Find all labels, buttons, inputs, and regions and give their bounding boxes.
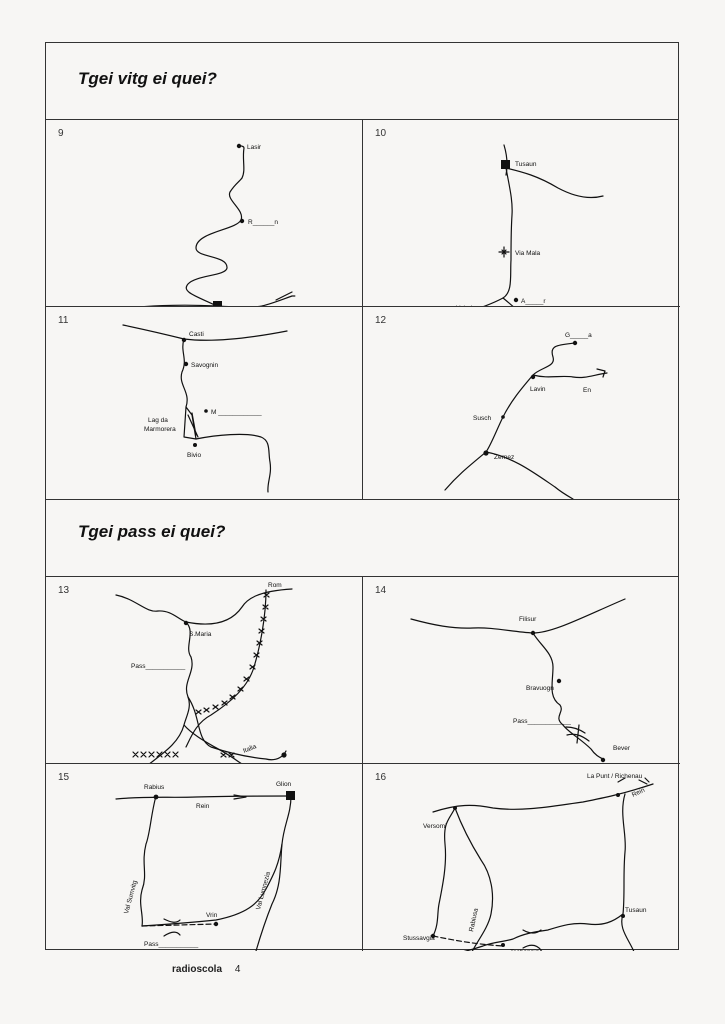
- map-number: 12: [375, 315, 387, 326]
- place-label: Versomi: [423, 823, 447, 830]
- place-label: Vrin: [206, 912, 218, 919]
- place-label: Susch: [473, 415, 492, 422]
- place-label: Zernez: [494, 454, 515, 461]
- river-map-12: [363, 307, 680, 500]
- map-number: 14: [375, 585, 387, 596]
- place-label: Pass___________: [131, 663, 186, 670]
- footer-brand: radioscola: [172, 964, 223, 975]
- place-label: Lavin: [530, 386, 546, 393]
- place-label: Via Mala: [515, 250, 541, 257]
- place-label: Pass___________: [144, 941, 199, 948]
- place-label: Italia: [242, 743, 258, 755]
- place-label: Bravuogn: [526, 685, 554, 692]
- map-panel-16: [362, 764, 680, 973]
- river-map-9: Lasir R______n Glion Rein: [46, 120, 362, 307]
- place-label: Rein: [630, 786, 646, 799]
- place-label: Filisur: [519, 616, 537, 623]
- place-label: Rein: [196, 803, 210, 810]
- place-label: Val Sumvitg: [123, 879, 139, 915]
- place-label: Rabiusa: [468, 907, 480, 933]
- map-number: 13: [58, 585, 70, 596]
- place-label: Rom: [268, 582, 282, 589]
- page-footer: [172, 964, 240, 975]
- map-panel-12: [362, 307, 680, 500]
- map-panel-14: [362, 577, 680, 764]
- place-label: Val Lumnezia: [255, 871, 273, 911]
- section-heading: Tgei vitg ei quei?: [78, 69, 217, 88]
- river-map-11: [46, 307, 362, 500]
- map-number: 10: [375, 128, 387, 139]
- place-label: R______n: [248, 219, 278, 226]
- place-label: Bever: [613, 745, 630, 752]
- river-map-14: [363, 577, 680, 764]
- place-label: Pass____________: [513, 718, 571, 725]
- map-number: 15: [58, 772, 70, 783]
- place-label: Tusaun: [515, 161, 537, 168]
- section-heading-band: [46, 500, 678, 577]
- place-label: Rabius: [144, 784, 165, 791]
- place-label: Savognin: [191, 362, 219, 369]
- map-number: 16: [375, 772, 387, 783]
- place-label: M ____________: [211, 409, 262, 416]
- map-number: 9: [58, 128, 64, 139]
- place-label: Tusaun: [625, 907, 647, 914]
- map-panel-10: [362, 120, 680, 312]
- map-number: 11: [58, 315, 69, 326]
- place-label: Casti: [189, 331, 204, 338]
- map-panel-11: [46, 307, 362, 500]
- place-label: Marmorera: [144, 426, 176, 433]
- river-map-10: [363, 120, 680, 312]
- section-heading: Tgei pass ei quei?: [78, 522, 226, 541]
- place-label: Lag da: [148, 417, 168, 424]
- river-map-16: La Punt / Richenau Rein Versomi Rabiusa Tusaun Stussavgia Tschappina Pass____________: [363, 764, 680, 951]
- page-number: 4: [234, 964, 241, 975]
- map-panel-15: [46, 764, 362, 951]
- section-heading-band: [46, 43, 678, 120]
- place-label: La Punt / Richenau: [587, 773, 643, 780]
- place-label: G_____a: [565, 332, 592, 339]
- place-label: En: [583, 387, 591, 394]
- place-label: Stussavgia: [403, 935, 435, 942]
- place-label: Tschappina: [510, 949, 543, 956]
- place-label: Glion: [276, 781, 292, 788]
- place-label: Bivio: [187, 452, 202, 459]
- river-map-15: [46, 764, 362, 951]
- river-map-13: Rom S.Maria Pass___________ Italia Bormio Trafoi: [116, 582, 291, 800]
- place-label: Valrein: [456, 305, 476, 312]
- place-label: A_____r: [521, 298, 546, 305]
- place-label: Lasir: [247, 144, 262, 151]
- place-label: S.Maria: [189, 631, 212, 638]
